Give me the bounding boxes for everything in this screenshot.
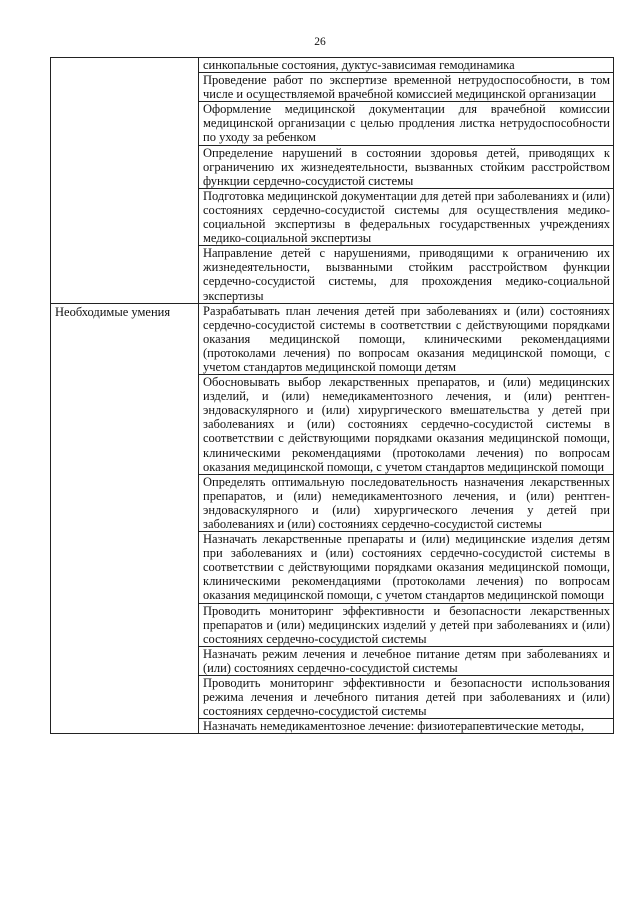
table-row-labor-actions (51, 58, 614, 304)
table-row-required-skills (51, 303, 614, 734)
list-item: Определять оптимальную последовательность назначения лекарственных препаратов, и (или) немедикаментозного лечения, и (или) рентген-эндоваскулярного и (или) хирургического лечения у детей при заболеваниях и (или) состояниях сердечно-сосудистой системы (199, 475, 613, 532)
list-item: Проводить мониторинг эффективности и безопасности лекарственных препаратов и (или) медицинских изделий у детей при заболеваниях и (или) состояниях сердечно-сосудистой системы (199, 604, 613, 647)
list-item: Назначать немедикаментозное лечение: физиотерапевтические методы, (203, 719, 585, 734)
list-item: Назначать режим лечения и лечебное питание детям при заболеваниях и (или) состояниях сердечно-сосудистой системы (199, 647, 613, 676)
list-item: Проведение работ по экспертизе временной нетрудоспособности, в том числе и осуществляемой врачебной комиссией медицинской организации (199, 73, 613, 102)
list-item: Определение нарушений в состоянии здоровья детей, приводящих к ограничению их жизнедеятельности, вызванных стойким расстройством функции сердечно-сосудистой системы (199, 146, 613, 189)
list-item: Назначать лекарственные препараты и (или) медицинские изделия детям при заболеваниях и (или) состояниях сердечно-сосудистой системы в соответствии с действующими порядками оказания медицинской помощи, клиническими рекомендациями (протоколами лечения) по вопросам оказания медицинской помощи, с учетом стандартов медицинской помощи (199, 532, 613, 603)
list-item: Обосновывать выбор лекарственных препаратов, и (или) медицинских изделий, и (или) немедикаментозного лечения, и (или) рентген-эндоваскулярного и (или) хирургического вмешательства у детей при заболеваниях и (или) состояниях сердечно-сосудистой системы в соответствии с действующими порядками оказания медицинской помощи, клиническими рекомендациями (протоколами лечения) по вопросам оказания медицинской помощи, с учетом стандартов медицинской помощи (199, 375, 613, 475)
row-label-required-skills: Необходимые умения (55, 304, 171, 319)
row-label-cell (51, 58, 199, 304)
list-item: Направление детей с нарушениями, приводящими к ограничению их жизнедеятельности, вызванными стойким расстройством функции сердечно-сосудистой системы, для прохождения медико-социальной экспертизы (203, 246, 610, 303)
list-item: Оформление медицинской документации для врачебной комиссии медицинской организации с целью продления листка нетрудоспособности по уходу за ребенком (199, 102, 613, 145)
list-item: Проводить мониторинг эффективности и безопасности использования режима лечения и лечебного питания детей при заболеваниях и (или) состояниях сердечно-сосудистой системы (199, 676, 613, 719)
page-number: 26 (314, 36, 326, 48)
list-item: Разрабатывать план лечения детей при заболеваниях и (или) состояниях сердечно-сосудистой системы в соответствии с действующими порядками оказания медицинской помощи, клиническими рекомендациями (протоколами лечения) по вопросам оказания медицинской помощи, с учетом стандартов медицинской помощи детям (199, 304, 613, 375)
list-item: синкопальные состояния, дуктус-зависимая гемодинамика (199, 58, 613, 73)
row-items-cell (199, 303, 614, 734)
row-label-cell (51, 303, 199, 734)
list-item: Подготовка медицинской документации для детей при заболеваниях и (или) состояниях сердечно-сосудистой системы для осуществления медико-социальной экспертизы в федеральных государственных учреждениях медико-социальной экспертизы (199, 189, 613, 246)
requirements-table (50, 57, 614, 734)
row-label (51, 58, 198, 60)
row-items-cell (199, 58, 614, 304)
